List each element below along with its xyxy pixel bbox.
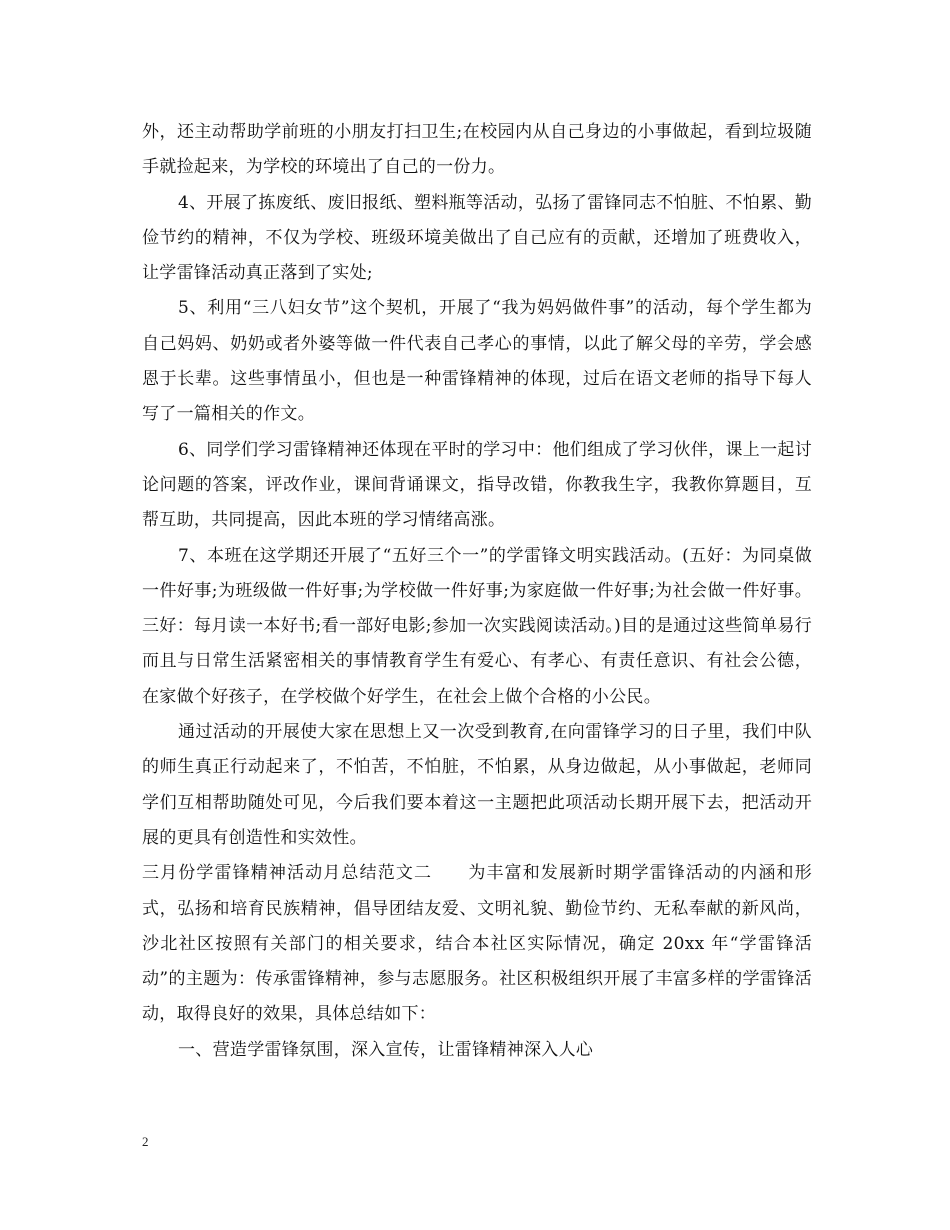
section-heading-one: 一、营造学雷锋氛围，深入宣传，让雷锋精神深入人心 xyxy=(178,1039,594,1060)
page-number: 2 xyxy=(142,1134,149,1149)
paragraph-sample-two: 三月份学雷锋精神活动月总结范文二 为丰富和发展新时期学雷锋活动的内涵和形式，弘扬和培育民族精神，倡导团结友爱、文明礼貌、勤俭节约、无私奉献的新风尚，沙北社区按照有关部门的相关要求，结合本社区实际情况，确定 20xx 年“学雷锋活动”的主题为：传承雷锋精神，参与志愿服务。社区积极组织开展了丰富多样的学雷锋活动，取得良好的效果，具体总结如下： xyxy=(142,863,812,1025)
paragraph-item-6: 6、同学们学习雷锋精神还体现在平时的学习中：他们组成了学习伙伴，课上一起讨论问题的答案，评改作业，课间背诵课文，指导改错，你教我生字，我教你算题目，互帮互助，共同提高，因此本班的学习情绪高涨。 xyxy=(142,439,812,531)
paragraph-item-4: 4、开展了拣废纸、废旧报纸、塑料瓶等活动，弘扬了雷锋同志不怕脏、不怕累、勤俭节约的精神，不仅为学校、班级环境美做出了自己应有的贡献，还增加了班费收入，让学雷锋活动真正落到了实处; xyxy=(142,192,812,284)
document-body xyxy=(142,115,812,1068)
paragraph-item-7: 7、本班在这学期还开展了“五好三个一”的学雷锋文明实践活动。(五好：为同桌做一件好事;为班级做一件好事;为学校做一件好事;为家庭做一件好事;为社会做一件好事。三好：每月读一本好书;看一部好电影;参加一次实践阅读活动。)目的是通过这些简单易行而且与日常生活紧密相关的事情教育学生有爱心、有孝心、有责任意识、有社会公德，在家做个好孩子，在学校做个好学生，在社会上做个合格的小公民。 xyxy=(142,545,812,707)
paragraph-item-5: 5、利用“三八妇女节”这个契机，开展了“我为妈妈做件事”的活动，每个学生都为自己妈妈、奶奶或者外婆等做一件代表自己孝心的事情，以此了解父母的辛劳，学会感恩于长辈。这些事情虽小，但也是一种雷锋精神的体现，过后在语文老师的指导下每人写了一篇相关的作文。 xyxy=(142,298,812,425)
paragraph-conclusion: 通过活动的开展使大家在思想上又一次受到教育,在向雷锋学习的日子里，我们中队的师生真正行动起来了，不怕苦，不怕脏，不怕累，从身边做起，从小事做起，老师同学们互相帮助随处可见，今后我们要本着这一主题把此项活动长期开展下去，把活动开展的更具有创造性和实效性。 xyxy=(142,722,812,848)
paragraph-continuation: 外，还主动帮助学前班的小朋友打扫卫生;在校园内从自己身边的小事做起，看到垃圾随手就捡起来，为学校的环境出了自己的一份力。 xyxy=(142,122,812,178)
